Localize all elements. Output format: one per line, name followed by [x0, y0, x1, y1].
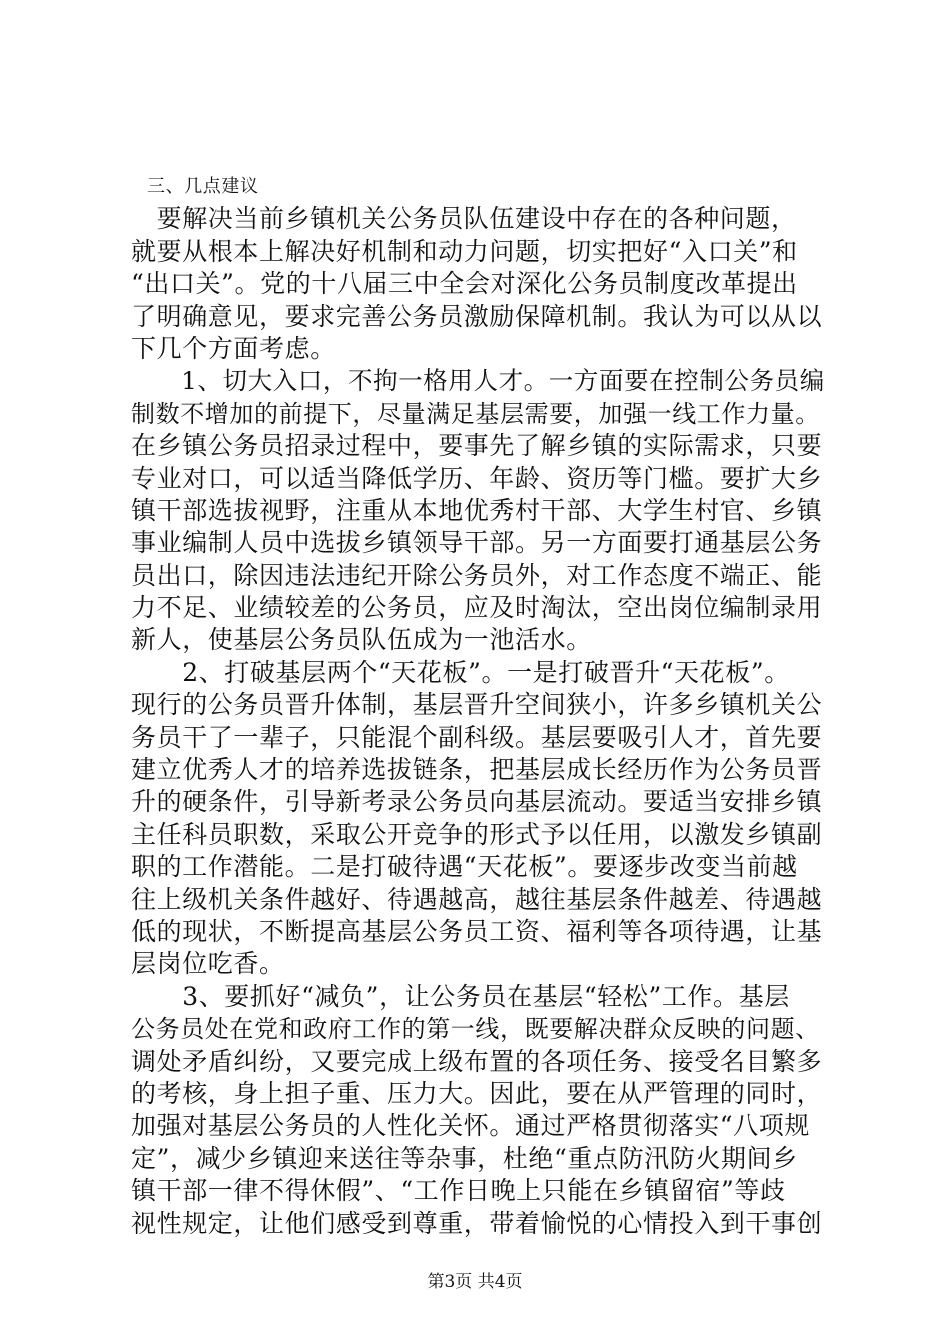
- text-line: 公务员处在党和政府工作的第一线，既要解决群众反映的问题、: [131, 1015, 820, 1044]
- text-line: 3、要抓好“减负”，让公务员在基层“轻松”工作。基层: [131, 981, 790, 1011]
- text-line: 定”，减少乡镇迎来送往等杂事，杜绝“重点防汛防火期间乡: [131, 1143, 798, 1173]
- text-line: 务员干了一辈子，只能混个副科级。基层要吸引人才，首先要: [131, 722, 823, 752]
- text-line: 1、切大入口，不拘一格用人才。一方面要在控制公务员编: [131, 366, 825, 396]
- text-line: 专业对口，可以适当降低学历、年龄、资历等门槛。要扩大乡: [131, 463, 823, 493]
- text-line: 镇干部选拔视野，注重从本地优秀村干部、大学生村官、乡镇: [131, 495, 823, 525]
- text-line: 主任科员职数，采取公开竞争的形式予以任用，以激发乡镇副: [131, 819, 823, 849]
- text-line: 2、打破基层两个“天花板”。一是打破晋升“天花板”。: [131, 657, 790, 687]
- page-footer: 第3页 共4页: [427, 1272, 523, 1292]
- text-line: 制数不增加的前提下，尽量满足基层需要，加强一线工作力量。: [131, 399, 820, 428]
- text-line: 要解决当前乡镇机关公务员队伍建设中存在的各种问题，: [131, 204, 797, 234]
- text-line: 下几个方面考虑。: [131, 333, 336, 363]
- text-line: 调处矛盾纠纷，又要完成上级布置的各项任务、接受名目繁多: [131, 1046, 823, 1076]
- text-line: 就要从根本上解决好机制和动力问题，切实把好“入口关”和: [131, 236, 798, 266]
- text-line: 视性规定，让他们感受到尊重，带着愉悦的心情投入到干事创: [131, 1208, 823, 1238]
- text-line: 升的硬条件，引导新考录公务员向基层流动。要适当安排乡镇: [131, 787, 823, 817]
- text-line: 低的现状，不断提高基层公务员工资、福利等各项待遇，让基: [131, 916, 823, 946]
- text-line: “出口关”。党的十八届三中全会对深化公务员制度改革提出: [131, 269, 798, 299]
- text-line: 层岗位吃香。: [131, 949, 285, 979]
- document-body: [131, 171, 831, 1240]
- text-line: 的考核，身上担子重、压力大。因此，要在从严管理的同时，: [131, 1078, 823, 1108]
- text-line: 力不足、业绩较差的公务员，应及时淘汰，空出岗位编制录用: [131, 593, 823, 623]
- text-line: 往上级机关条件越好、待遇越高，越往基层条件越差、待遇越: [131, 884, 823, 914]
- text-line: 了明确意见，要求完善公务员激励保障机制。我认为可以从以: [131, 301, 823, 331]
- text-line: 建立优秀人才的培养选拔链条，把基层成长经历作为公务员晋: [131, 755, 823, 785]
- text-line: 在乡镇公务员招录过程中，要事先了解乡镇的实际需求，只要: [131, 431, 823, 461]
- text-line: 职的工作潜能。二是打破待遇“天花板”。要逐步改变当前越: [131, 852, 798, 882]
- text-line: 加强对基层公务员的人性化关怀。通过严格贯彻落实“八项规: [131, 1111, 810, 1141]
- paragraph-lines: [131, 203, 831, 1240]
- text-line: 镇干部一律不得休假”、“工作日晚上只能在乡镇留宿”等歧: [131, 1176, 786, 1206]
- text-line: 员出口，除因违法违纪开除公务员外，对工作态度不端正、能: [131, 560, 823, 590]
- section-heading: 三、几点建议: [147, 176, 259, 197]
- text-line: 事业编制人员中选拔乡镇领导干部。另一方面要打通基层公务: [131, 528, 823, 558]
- text-line: 新人，使基层公务员队伍成为一池活水。: [131, 625, 592, 655]
- text-line: 现行的公务员晋升体制，基层晋升空间狭小，许多乡镇机关公: [131, 690, 823, 720]
